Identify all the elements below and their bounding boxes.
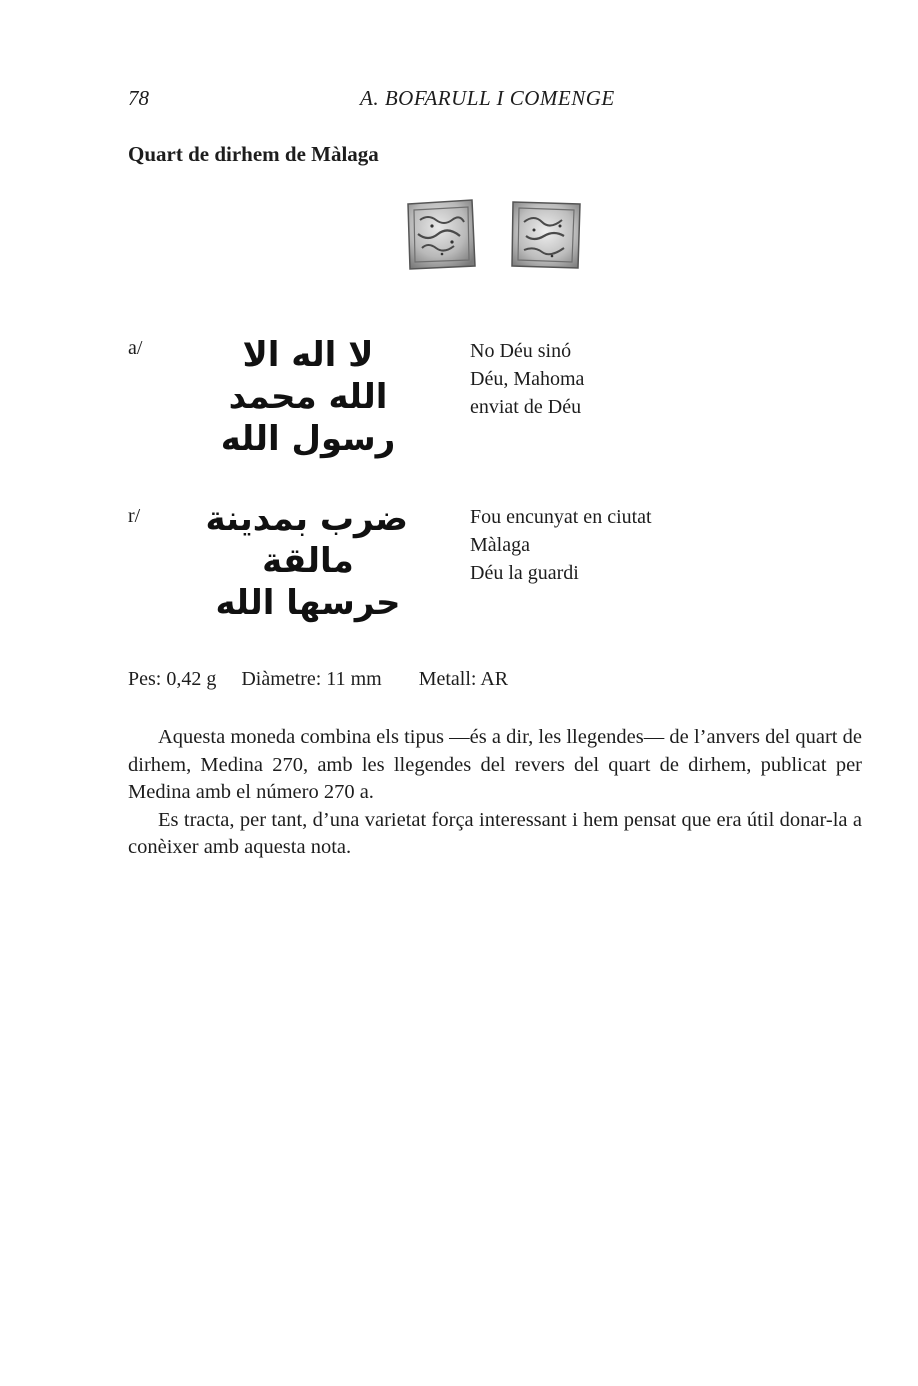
running-head: A. BOFARULL I COMENGE <box>360 86 615 110</box>
translation-line: enviat de Déu <box>470 396 582 418</box>
obverse-arabic-legend <box>208 334 408 460</box>
paragraph: Aquesta moneda combina els tipus —és a dir, les llegendes— de l’anvers del quart de dirhem, Medina 270, amb les llegendes del revers del quart de dirhem, publicat per Medina amb el número 270 a. <box>128 726 862 803</box>
arabic-line: الله محمد <box>228 377 388 417</box>
translation-line: Màlaga <box>470 534 530 556</box>
translation-line: No Déu sinó <box>470 340 572 362</box>
translation-line: Déu, Mahoma <box>470 368 585 390</box>
coin-reverse-photo <box>508 196 584 272</box>
coin-specifications <box>128 668 508 691</box>
reverse-translation <box>470 503 652 587</box>
arabic-line: رسول الله <box>220 419 396 459</box>
weight-spec: Pes: 0,42 g <box>128 668 217 690</box>
page-number: 78 <box>128 86 149 110</box>
coin-obverse-photo <box>402 196 478 272</box>
diameter-spec: Diàmetre: 11 mm <box>241 668 382 690</box>
translation-line: Fou encunyat en ciutat <box>470 506 652 528</box>
obverse-translation <box>470 337 584 421</box>
reverse-label: r/ <box>128 505 141 527</box>
section-title: Quart de dirhem de Màlaga <box>128 142 379 166</box>
arabic-line: لا اله الا <box>242 335 374 375</box>
arabic-line: مالقة <box>262 541 354 581</box>
obverse-label: a/ <box>128 337 143 359</box>
reverse-arabic-legend <box>205 498 408 624</box>
arabic-line: ضرب بمدينة <box>205 499 408 539</box>
metal-spec: Metall: AR <box>418 668 509 690</box>
body-text <box>128 724 862 862</box>
paragraph: Es tracta, per tant, d’una varietat força interessant i hem pensat que era útil donar-la a conèixer amb aquesta nota. <box>128 808 862 858</box>
arabic-line: حرسها الله <box>215 583 401 623</box>
translation-line: Déu la guardi <box>470 562 579 584</box>
